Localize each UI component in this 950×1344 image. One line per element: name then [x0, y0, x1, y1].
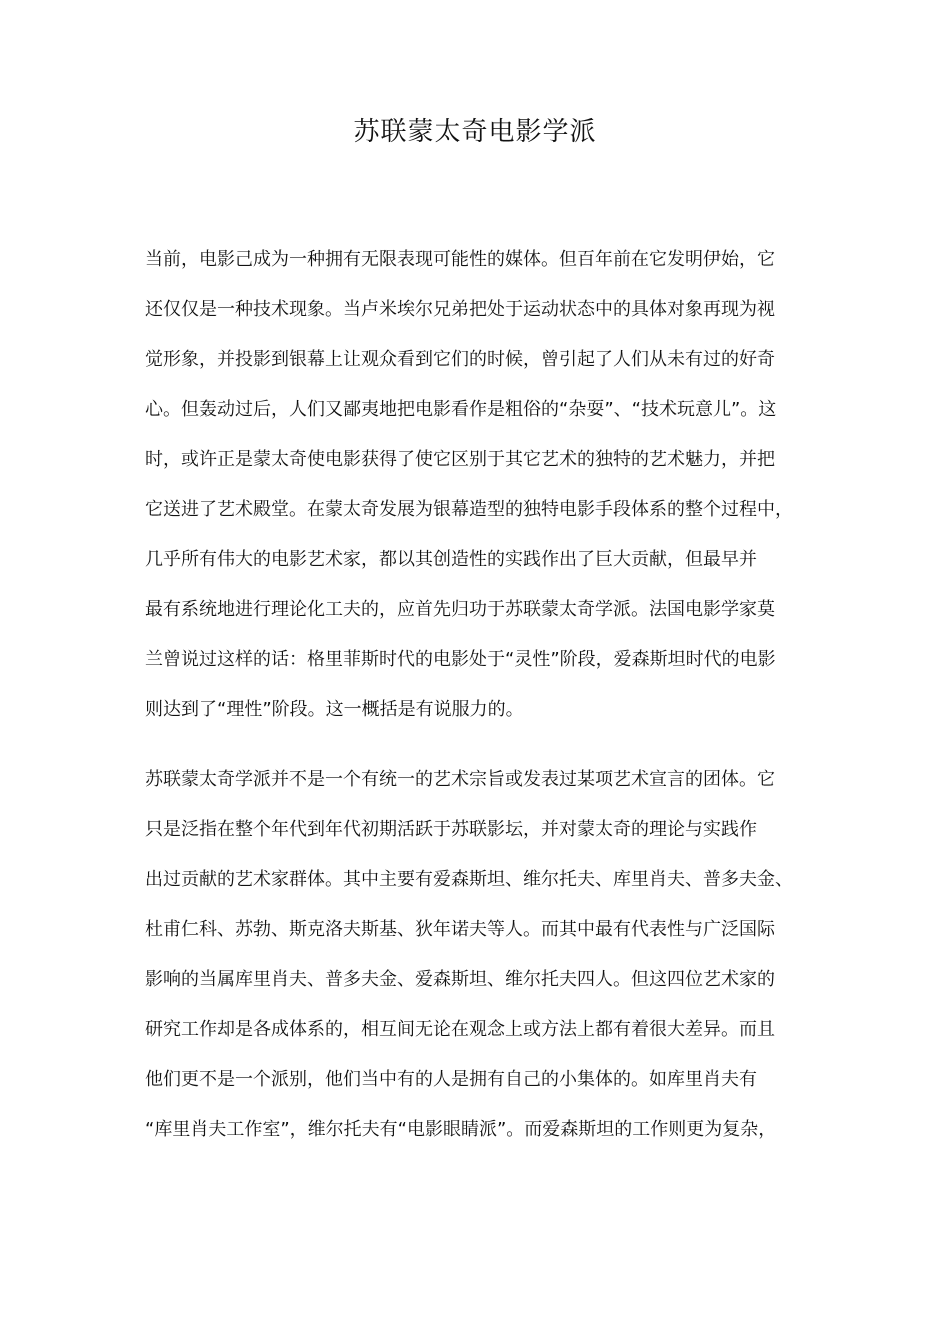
- paragraph-line: 苏联蒙太奇学派并不是一个有统一的艺术宗旨或发表过某项艺术宣言的团体。它: [145, 769, 775, 790]
- paragraph-2: [145, 768, 825, 1168]
- document-title: 苏联蒙太奇电影学派: [353, 117, 597, 147]
- paragraph-line: 它送进了艺术殿堂。在蒙太奇发展为银幕造型的独特电影手段体系的整个过程中，: [145, 499, 793, 520]
- paragraph-line: 兰曾说过这样的话：格里菲斯时代的电影处于“灵性”阶段，爱森斯坦时代的电影: [145, 649, 776, 670]
- paragraph-line: “库里肖夫工作室”，维尔托夫有“电影眼睛派”。而爱森斯坦的工作则更为复杂，: [145, 1119, 777, 1140]
- paragraph-line: 觉形象，并投影到银幕上让观众看到它们的时候，曾引起了人们从未有过的好奇: [145, 349, 775, 370]
- paragraph-line: 研究工作却是各成体系的，相互间无论在观念上或方法上都有着很大差异。而且: [145, 1019, 775, 1040]
- paragraph-line: 他们更不是一个派别，他们当中有的人是拥有自己的小集体的。如库里肖夫有: [145, 1069, 757, 1090]
- paragraph-line: 心。但轰动过后，人们又鄙夷地把电影看作是粗俗的“杂耍”、“技术玩意儿”。这: [145, 399, 777, 420]
- paragraph-line: 当前，电影己成为一种拥有无限表现可能性的媒体。但百年前在它发明伊始，它: [145, 249, 775, 270]
- paragraph-line: 影响的当属库里肖夫、普多夫金、爱森斯坦、维尔托夫四人。但这四位艺术家的: [145, 969, 775, 990]
- paragraph-line: 则达到了“理性”阶段。这一概括是有说服力的。: [145, 699, 524, 720]
- paragraph-line: 出过贡献的艺术家群体。其中主要有爱森斯坦、维尔托夫、库里肖夫、普多夫金、: [145, 869, 793, 890]
- paragraph-line: 只是泛指在整个年代到年代初期活跃于苏联影坛，并对蒙太奇的理论与实践作: [145, 819, 757, 840]
- paragraph-line: 还仅仅是一种技术现象。当卢米埃尔兄弟把处于运动状态中的具体对象再现为视: [145, 299, 775, 320]
- paragraph-line: 几乎所有伟大的电影艺术家，都以其创造性的实践作出了巨大贡献，但最早并: [145, 549, 757, 570]
- paragraph-line: 时，或许正是蒙太奇使电影获得了使它区别于其它艺术的独特的艺术魅力，并把: [145, 449, 775, 470]
- paragraph-1: [145, 248, 825, 748]
- paragraph-line: 最有系统地进行理论化工夫的，应首先归功于苏联蒙太奇学派。法国电影学家莫: [145, 599, 775, 620]
- paragraph-line: 杜甫仁科、苏勃、斯克洛夫斯基、狄年诺夫等人。而其中最有代表性与广泛国际: [145, 919, 775, 940]
